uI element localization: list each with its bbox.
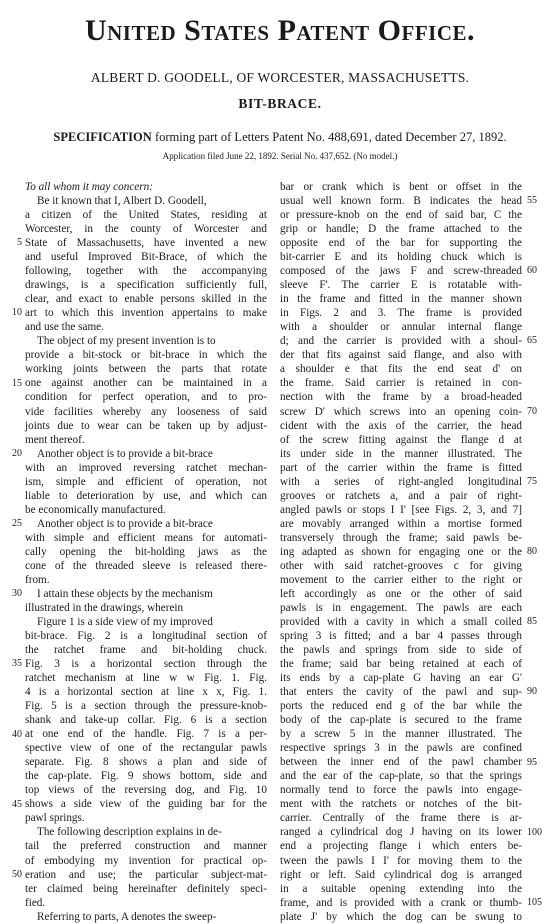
text-line: and the ear of the cap-plate, so that the springs	[280, 770, 522, 783]
text-line: the ratchet frame and bit-holding chuck.	[25, 644, 267, 657]
text-line: pawl springs.	[25, 812, 85, 825]
text-line: Figure 1 is a side view of my improved	[37, 615, 213, 628]
text-line: frame, and is provided with a crank or thumb-	[280, 896, 522, 909]
text-line: ratchet mechanism at line w w Fig. 1. Fig.	[25, 672, 267, 685]
text-line: sleeve F'. The carrier E is rotatable with-	[280, 279, 522, 292]
invention-title: BIT-BRACE.	[238, 96, 322, 111]
text-line: nection with the frame by a broad-headed	[280, 391, 522, 404]
left-text-column	[25, 180, 267, 924]
text-line: part of the carrier within the frame is fitted	[280, 461, 522, 474]
text-line: of the screw fitting against the flange d at	[280, 433, 522, 446]
line-number: 80	[527, 546, 537, 558]
line-number: 85	[527, 616, 537, 628]
specification-details: forming part of Letters Patent No. 488,691, dated December 27, 1892.	[151, 130, 507, 144]
text-line: with simple and efficient means for automati-	[25, 531, 267, 544]
text-line: in a suitable opening extending into the	[280, 882, 522, 895]
line-number: 35	[12, 658, 22, 670]
right-text-column	[280, 180, 522, 924]
text-line: ing adapted as shown for engaging one or the	[280, 545, 522, 558]
text-line: Another object is to provide a bit-brace	[37, 447, 213, 460]
text-line: at one end of the handle. Fig. 7 is a per-	[25, 728, 267, 741]
text-line: illustrated in the drawings, wherein	[25, 601, 184, 614]
text-line: ment thereof.	[25, 433, 85, 446]
text-line: or pressure-knob on the end of said bar, C the	[280, 209, 522, 222]
text-line: usual well known form. B indicates the head	[280, 195, 522, 208]
text-line: other with said ratchet-grooves c for giving	[280, 559, 522, 572]
specification-label: SPECIFICATION	[53, 130, 152, 144]
text-line: Be it known that I, Albert D. Goodell,	[37, 195, 207, 208]
text-line: its ends by a cap-plate G having an ear G'	[280, 672, 522, 685]
text-line: ment with the ratchets or notches of the bit-	[280, 798, 522, 811]
line-number: 60	[527, 265, 537, 277]
text-line: Another object is to provide a bit-brace	[37, 517, 213, 530]
line-number: 95	[527, 756, 537, 768]
text-line: fied.	[25, 896, 46, 909]
text-line: in Figs. 2 and 3. The frame is provided	[280, 307, 522, 320]
text-line: movement to the carrier either to the right or	[280, 573, 522, 586]
text-line: grooves or ratchets a, and a pair of right-	[280, 489, 522, 502]
text-line: the cap-plate. Fig. 9 shows bottom, side and	[25, 770, 267, 783]
text-line: spring 3 is fitted; and a bar 4 passes through	[280, 630, 522, 642]
line-number: 45	[12, 798, 22, 810]
text-line: der that fits against said flange, and also with	[280, 349, 522, 362]
text-line: the frame. Said carrier is retained in con-	[280, 377, 522, 390]
text-line: ter claimed being hereinafter definitely speci-	[25, 882, 267, 895]
text-line: transversely through the frame; said pawls be-	[280, 531, 522, 544]
line-number: 70	[527, 405, 537, 417]
line-number: 90	[527, 686, 537, 698]
text-line: art to which this invention appertains to make	[25, 307, 267, 320]
text-line: shank and take-up collar. Fig. 6 is a section	[25, 714, 267, 727]
text-line: ports the reduced end g of the bar while the	[280, 700, 522, 713]
text-line: eration and use; the particular subject-mat-	[25, 868, 267, 881]
line-number: 50	[12, 868, 22, 880]
line-number: 5	[17, 237, 22, 249]
text-line: drawings, is a specification sufficiently full,	[25, 279, 267, 292]
text-line: grip or handle; D the frame attached to the	[280, 223, 522, 236]
application-line: Application filed June 22, 1892. Serial No. 437,652. (No model.)	[162, 151, 398, 161]
text-line: tween the pawls I I' for moving them to the	[280, 854, 522, 867]
text-line: provide a bit-stock or bit-brace in which the	[25, 349, 267, 362]
text-line: separate. Fig. 8 shows a plan and side of	[25, 756, 267, 769]
line-number: 20	[12, 447, 22, 459]
text-line: normally tend to force the pawls into engage-	[280, 784, 522, 797]
office-masthead: United States Patent Office.	[84, 14, 476, 47]
text-line: be economically manufactured.	[25, 503, 166, 516]
text-line: The object of my present invention is to	[37, 335, 216, 348]
text-line: cone of the threaded sleeve is released there-	[25, 559, 267, 572]
text-line: with an improved reversing ratchet mechan-	[25, 461, 267, 474]
text-line: opposite end of the bar for supporting the	[280, 237, 522, 250]
line-number: 40	[12, 728, 22, 740]
text-line: Worcester, in the county of Worcester and	[25, 223, 267, 236]
text-line: a citizen of the United States, residing at	[25, 209, 267, 222]
text-line: clear, and exact to enable persons skilled in the	[25, 293, 267, 306]
text-line: cident with the axis of the carrier, the head	[280, 419, 522, 432]
line-number: 55	[527, 195, 537, 207]
text-line: right or left. Said cylindrical dog is arranged	[280, 868, 522, 881]
text-line: bar or crank which is bent or offset in the	[280, 181, 522, 193]
text-line: with a series of right-angled longitudinal	[280, 475, 522, 488]
line-number: 30	[12, 588, 22, 600]
text-line: working joints between the parts that rotate	[25, 363, 267, 376]
text-line: tail the preferred construction and manner	[25, 840, 267, 853]
text-line: end a projecting flange i which enters be-	[280, 840, 522, 853]
text-line: plate J' by which the dog can be swung to	[280, 910, 522, 923]
text-line: Referring to parts, A denotes the sweep-	[37, 910, 217, 923]
text-line: shows a side view of the guiding bar for the	[25, 798, 267, 811]
line-number: 15	[12, 377, 22, 389]
text-line: respective springs 3 in the pawls are confined	[280, 742, 522, 755]
text-line: angled pawls or stops I I' [see Figs. 2, 3, and 7]	[280, 503, 522, 516]
text-line: between the inner end of the pawl chamber	[280, 756, 522, 769]
text-line: vide facilities whereby any looseness of said	[25, 405, 267, 418]
text-line: of embodying my invention for practical op-	[25, 854, 267, 867]
text-line: ranged a cylindrical dog J having on its lower	[280, 826, 522, 839]
text-line: I attain these objects by the mechanism	[37, 587, 213, 600]
text-line: the frame; said bar being retained at each of	[280, 658, 522, 671]
text-line: joints due to wear can be taken up by adjust-	[25, 419, 267, 432]
text-line: carrier. Centrally of the frame there is ar-	[280, 812, 522, 825]
text-line: in the frame and fitted in the manner shown	[280, 293, 522, 306]
specification-line	[0, 130, 560, 145]
text-line: Fig. 5 is a section through the pressure-knob-	[25, 700, 267, 713]
text-line: composed of the jaws F and screw-threaded	[280, 265, 522, 278]
text-line: with a shoulder or annular internal flange	[280, 321, 522, 334]
text-line: 4 is a horizontal section at line x x, Fig. 1.	[25, 686, 267, 699]
text-line: cally opening the bit-holding jaws as the	[25, 545, 267, 558]
line-number: 65	[527, 335, 537, 347]
text-line: The following description explains in de-	[37, 826, 222, 839]
text-line: d; and the carrier is provided with a shoul-	[280, 335, 522, 348]
text-line: spective view of one of the rectangular pawls	[25, 742, 267, 755]
line-number: 25	[12, 517, 22, 529]
text-line: Fig. 3 is a horizontal section through the	[25, 658, 267, 671]
text-line: following, together with the accompanying	[25, 265, 267, 278]
text-line: body of the cap-plate is secured to the frame	[280, 714, 522, 727]
text-line: screw D' which screws into an opening coin-	[280, 405, 522, 418]
text-line: the pawls and springs from side to side of	[280, 644, 522, 657]
line-number: 105	[527, 897, 542, 909]
text-line: To all whom it may concern:	[25, 181, 153, 193]
text-line: provided with a cavity in which a small coiled	[280, 615, 522, 628]
text-line: liable to deterioration by use, and which can	[25, 489, 267, 502]
text-line: and useful Improved Bit-Brace, of which the	[25, 251, 267, 264]
text-line: one against another can be maintained in a	[25, 377, 267, 390]
text-line: from.	[25, 573, 50, 586]
text-line: top views of the reversing dog, and Fig. 10	[25, 784, 267, 797]
line-number: 10	[12, 307, 22, 319]
text-line: left accordingly as one or the other of said	[280, 587, 522, 600]
line-number: 75	[527, 475, 537, 487]
inventor-line: ALBERT D. GOODELL, OF WORCESTER, MASSACHUSETTS.	[90, 70, 470, 85]
text-line: a shoulder e that fits the end seat d' on	[280, 363, 522, 376]
text-line: by a screw 5 in the manner illustrated. The	[280, 728, 522, 741]
text-line: and use the same.	[25, 321, 104, 334]
text-line: State of Massachusetts, have invented a new	[25, 237, 267, 250]
text-line: pawls is in engagement. The pawls are each	[280, 601, 522, 614]
text-line: condition for perfect operation, and to pro-	[25, 391, 267, 404]
text-line: its under side in the manner illustrated. The	[280, 447, 522, 460]
text-line: ism, simple and efficient of operation, not	[25, 475, 267, 488]
text-line: bit-brace. Fig. 2 is a longitudinal section of	[25, 630, 267, 642]
text-line: bit-carrier E and its holding chuck which is	[280, 251, 522, 264]
text-line: that enters the cavity of the pawl and sup-	[280, 686, 522, 699]
line-number: 100	[527, 826, 542, 838]
text-line: are movably arranged within a mortise formed	[280, 517, 522, 530]
